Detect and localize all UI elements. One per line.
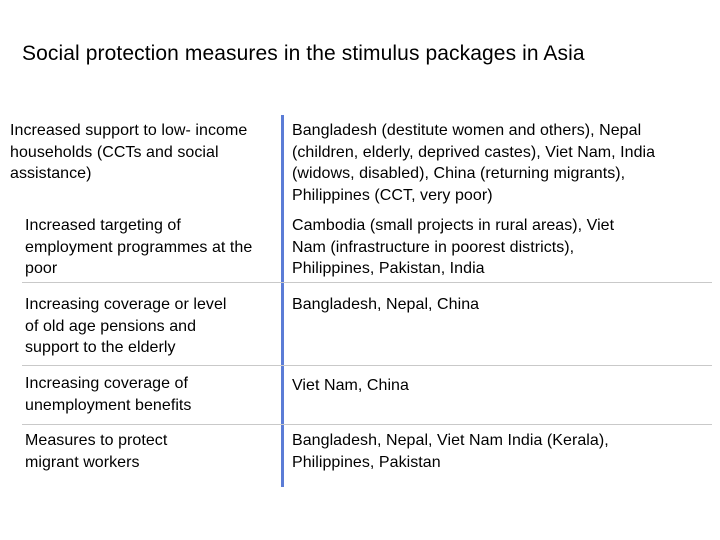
countries-cell: Viet Nam, China [292,377,409,394]
column-divider [281,115,284,487]
row-separator [22,424,712,425]
countries-cell: Bangladesh (destitute women and others), Nepal (children, elderly, deprived castes), Viet Nam, India (widows, disabled), China (returning migrants), Philippines (CCT, very poor) [292,122,656,204]
measure-cell: Measures to protect migrant workers [25,432,168,471]
row-separator [22,365,712,366]
measure-cell: Increased support to low- income households (CCTs and social assistance) [10,122,248,182]
countries-cell: Bangladesh, Nepal, Viet Nam India (Kerala), Philippines, Pakistan [292,432,609,471]
row-separator [22,282,712,283]
countries-cell: Bangladesh, Nepal, China [292,296,480,313]
measure-cell: Increasing coverage or level of old age pensions and support to the elderly [25,296,227,356]
measure-cell: Increasing coverage of unemployment benefits [25,375,192,414]
countries-cell: Cambodia (small projects in rural areas), Viet Nam (infrastructure in poorest districts), Philippines, Pakistan, India [292,217,615,277]
page-title: Social protection measures in the stimulus packages in Asia [22,42,585,65]
measure-cell: Increased targeting of employment programmes at the poor [25,217,253,277]
